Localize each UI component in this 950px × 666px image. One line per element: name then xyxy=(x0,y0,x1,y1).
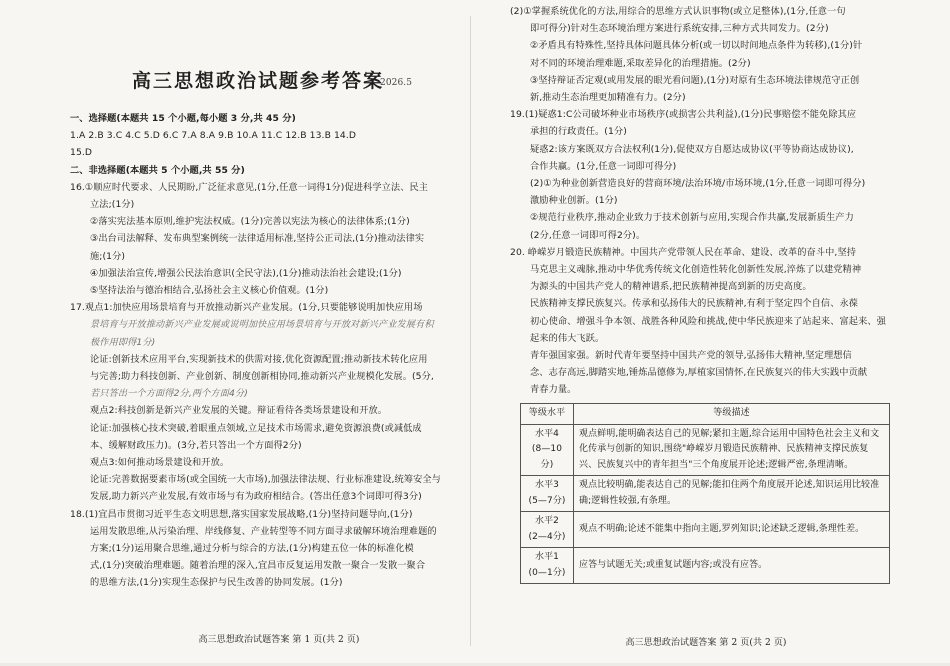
table-header-cell: 等级描述 xyxy=(574,403,890,424)
answer-line: 为源头的中国共产党人的精神谱系,把民族精神提高到新的历史高度。 xyxy=(530,281,812,293)
answer-line: 19.(1)疑惑1:C公司破坏种业市场秩序(或损害公共利益),(1分)民事赔偿不能免除其应 xyxy=(510,109,857,121)
answer-note: 景培育与开放推动新兴产业发展或说明加快应用场景培育与开放对新兴产业发展有积 xyxy=(90,319,434,331)
answer-line: 即可得分)针对生态环境治理方案进行系统安排,三种方式共同发力。(2分) xyxy=(530,23,829,35)
level-description: 应答与试题无关;或重复试题内容;或没有应答。 xyxy=(574,548,890,584)
answer-line: 18.(1)宜昌市贯彻习近平生态文明思想,落实国家发展战略,(1分)坚持问题导向,(1分) xyxy=(70,508,413,520)
section-2-heading: 二、非选择题(本题共 5 个小题,共 55 分) xyxy=(70,164,245,176)
q18-answer xyxy=(70,506,448,592)
page-footer: 高三思想政治试题答案 第 1 页(共 2 页) xyxy=(198,634,360,645)
answer-line: ③出台司法解释、发布典型案例统一法律适用标准,坚持公正司法,(1分)推动法律实 xyxy=(90,233,425,245)
answer-line: 运用发散思维,从污染治理、岸线修复、产业转型等不同方面寻求破解环境治理难题的 xyxy=(90,525,437,537)
answer-line: ③坚持辩证否定观(或用发展的眼光看问题),(1分)对原有生态环境法律规范守正创 xyxy=(530,74,860,86)
table-header-cell: 等级水平 xyxy=(521,403,574,424)
level-cell xyxy=(521,424,574,476)
table-row xyxy=(521,424,890,476)
level-range: (8—10分) xyxy=(531,444,563,470)
level-range: (2—4分) xyxy=(528,531,566,542)
choice-answers-cont: 15.D xyxy=(70,147,93,159)
answer-line: 与完善;助力科技创新、产业创新、制度创新相协同,推动新兴产业规模化发展。(5分, xyxy=(90,371,434,383)
answer-line: 的思维方法,(1分)实现生态保护与民生改善的协同发展。(1分) xyxy=(90,577,343,589)
table-row xyxy=(521,512,890,548)
answer-line: 念、志存高远,脚踏实地,锤炼品德修为,厚植家国情怀,在民族复兴的伟大实践中贡献 xyxy=(530,367,868,379)
level-description: 观点鲜明,能明确表达自己的见解;紧扣主题,综合运用中国特色社会主义和文化传承与创新的知识,围绕"峥嵘岁月锻造民族精神、民族精神支撑民族复兴、民族复兴中的青年担当"三个角度展开论述;逻辑严密,条理清晰。 xyxy=(574,424,890,476)
grading-table xyxy=(520,403,890,585)
level-range: (5—7分) xyxy=(528,495,566,506)
title-row xyxy=(70,66,448,110)
answer-line: 马克思主义魂脉,推动中华优秀传统文化创造性转化创新性发展,淬炼了以建党精神 xyxy=(530,264,862,276)
answer-line: 合作共赢。(1分,任意一词即可得分) xyxy=(530,160,677,172)
answer-line: 式,(1分)突破治理难题。随着治理的深入,宜昌市反复运用发散一聚合一发散一聚合 xyxy=(90,560,426,572)
answer-note: 极作用即得1分) xyxy=(90,336,156,348)
answer-line: 对不同的环境治理难题,采取差异化的治理措施。(2分) xyxy=(530,57,751,69)
answer-line: 发展,助力新兴产业发展,有效市场与有为政府相结合。(答出任意3个词即可得3分) xyxy=(90,491,422,503)
answer-line: 17.观点1:加快应用场景培育与开放推动新兴产业发展。(1分,只要能够说明加快应用场 xyxy=(70,302,423,314)
level-cell xyxy=(521,548,574,584)
page-2 xyxy=(510,3,902,666)
answer-line: (2)①掌握系统优化的方法,用综合的思维方式认识事物(或立足整体),(1分,任意一句 xyxy=(510,6,846,17)
level-name: 水平4 xyxy=(534,428,560,439)
q17-answer xyxy=(70,299,448,505)
answer-line: 民族精神支撑民族复兴。传承和弘扬伟大的民族精神,有利于坚定四个自信、永葆 xyxy=(530,298,859,310)
level-name: 水平1 xyxy=(534,552,560,563)
level-cell xyxy=(521,476,574,512)
section-1-heading: 一、选择题(本题共 15 个小题,每小题 3 分,共 45 分) xyxy=(70,113,296,124)
choice-answers: 1.A 2.B 3.C 4.C 5.D 6.C 7.A 8.A 9.B 10.A 11.C 12.B 13.B 14.D xyxy=(70,130,357,142)
level-description: 观点比较明确,能表达自己的见解;能扣住两个角度展开论述,知识运用比较准确;逻辑性较强,有条理。 xyxy=(574,476,890,512)
table-row xyxy=(521,476,890,512)
answer-line: 激励种业创新。(1分) xyxy=(530,195,618,207)
answer-note: 若只答出一个方面得2分,两个方面4分) xyxy=(90,388,248,400)
answer-line: 方案;(1分)运用聚合思维,通过分析与综合的方法,(1分)构建五位一体的标准化模 xyxy=(90,543,414,555)
answer-line: 论证:加强核心技术突破,着眼重点领域,立足技术市场需求,避免资源浪费(或减低成 xyxy=(90,422,422,434)
page-title: 高三思想政治试题参考答案 xyxy=(132,70,385,92)
page-footer: 高三思想政治试题答案 第 2 页(共 2 页) xyxy=(625,637,787,648)
level-name: 水平3 xyxy=(534,480,560,491)
answer-line: 16.①顺应时代要求、人民期盼,广泛征求意见,(1分,任意一词得1分)促进科学立法、民主 xyxy=(70,181,429,193)
q19-answer xyxy=(510,106,902,244)
level-cell xyxy=(521,512,574,548)
page-divider xyxy=(470,16,471,646)
answer-line: 青春力量。 xyxy=(530,384,577,396)
answer-line: 立法;(1分) xyxy=(90,199,135,211)
answer-line: 疑惑2:该方案既双方合法权利(1分),促使双方自愿达成协议(平等协商达成协议), xyxy=(530,143,854,155)
answer-line: 新,推动生态治理更加精准有力。(2分) xyxy=(530,92,686,104)
page-1 xyxy=(70,0,448,663)
answer-line: 承担的行政责任。(1分) xyxy=(530,126,627,138)
answer-line: 施;(1分) xyxy=(90,250,126,262)
q16-answer xyxy=(70,179,448,299)
answer-line: 初心使命、增强斗争本领、战胜各种风险和挑战,使中华民族迎来了站起来、富起来、强 xyxy=(530,315,886,327)
answer-line: ④加强法治宣传,增强公民法治意识(全民守法),(1分)推动法治社会建设;(1分) xyxy=(90,267,402,279)
level-description: 观点不明确;论述不能集中指向主题,罗列知识;论述缺乏逻辑,条理性差。 xyxy=(574,512,890,548)
q18-part2-answer xyxy=(510,3,902,106)
answer-line: 论证:创新技术应用平台,实现新技术的供需对接,优化资源配置;推动新技术转化应用 xyxy=(90,353,428,365)
table-row xyxy=(521,548,890,584)
answer-line: ②落实宪法基本原则,维护宪法权威。(1分)完善以宪法为核心的法律体系;(1分) xyxy=(90,216,410,228)
answer-line: 论证:完善数据要素市场(或全国统一大市场),加强法律法规、行业标准建设,统筹安全与 xyxy=(90,474,441,486)
answer-line: ②矛盾具有特殊性,坚持具体问题具体分析(或一切以时间地点条件为转移),(1分)针 xyxy=(530,40,863,52)
answer-line: 观点2:科技创新是新兴产业发展的关键。辩证看待各类场景建设和开放。 xyxy=(90,405,388,417)
level-range: (0—1分) xyxy=(528,567,566,578)
answer-line: 本、缓解财政压力)。(3分,若只答出一个方面得2分) xyxy=(90,439,302,451)
level-name: 水平2 xyxy=(534,516,560,527)
answer-line: 青年强国家强。新时代青年要坚持中国共产党的领导,弘扬伟大精神,坚定理想信 xyxy=(530,350,852,362)
answer-line: ②规范行业秩序,推动企业致力于技术创新与应用,实现合作共赢,发展新质生产力 xyxy=(530,212,854,224)
answer-line: (2)①为种业创新营造良好的营商环境/法治环境/市场环境,(1分,任意一词即可得分) xyxy=(530,178,866,190)
answer-line: (2分,任意一词即可得2分)。 xyxy=(530,229,646,241)
answer-line: 起来的伟大飞跃。 xyxy=(530,332,605,344)
answer-line: 观点3:如何推动场景建设和开放。 xyxy=(90,457,230,469)
answer-line: 20. 峥嵘岁月锻造民族精神。中国共产党带领人民在革命、建设、改革的奋斗中,坚持 xyxy=(510,246,857,258)
q20-answer xyxy=(510,244,902,399)
exam-date: 2026.5 xyxy=(380,78,413,88)
table-header-row xyxy=(521,403,890,424)
answer-line: ⑤坚持法治与德治相结合,弘扬社会主义核心价值观。(1分) xyxy=(90,285,329,297)
